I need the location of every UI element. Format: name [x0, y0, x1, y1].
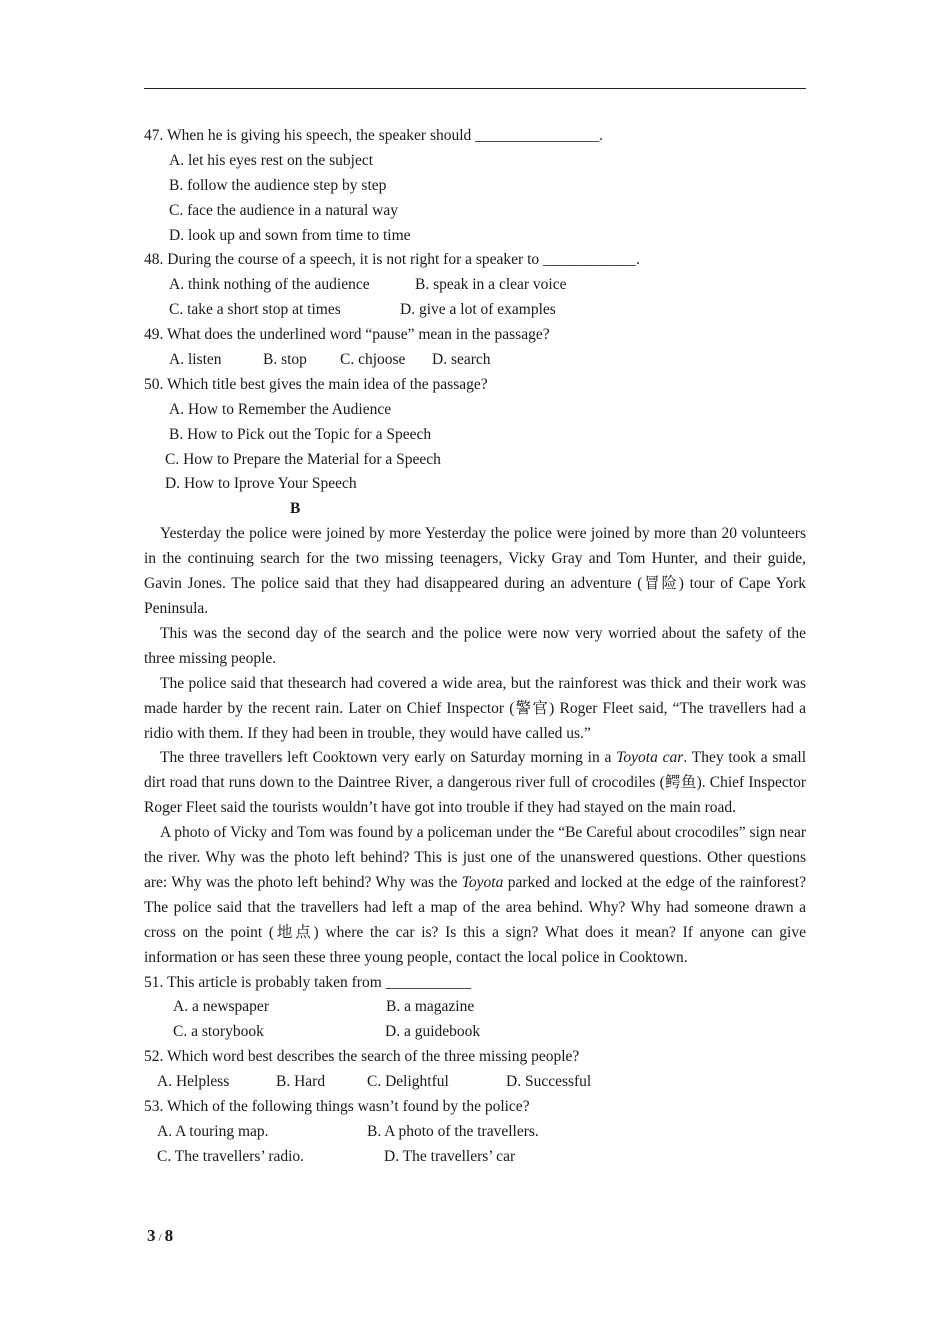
question-47-option-a: A. let his eyes rest on the subject [169, 151, 374, 169]
question-49-option-b: B. stop [263, 351, 307, 369]
question-51-stem: 51. This article is probably taken from ___________ [144, 973, 471, 991]
question-50-option-c: C. How to Prepare the Material for a Speech [165, 450, 441, 468]
question-51-options-cd [144, 1020, 806, 1045]
page-number [147, 1226, 173, 1246]
question-50-option-d: D. How to Iprove Your Speech [165, 475, 357, 493]
passage-paragraph-4: The three travellers left Cooktown very early on Saturday morning in a Toyota car. They took a small dirt road that runs down to the Daintree River, a dangerous river full of crocodiles (鳄鱼). Chief Inspector Roger Fleet said the tourists wouldn’t have got into trouble if they had stayed on the main road. [144, 749, 807, 817]
question-53-option-a: A. A touring map. [157, 1122, 269, 1140]
question-52-option-a: A. Helpless [157, 1073, 230, 1091]
question-53-option-b: B. A photo of the travellers. [367, 1122, 539, 1140]
question-53-option-d: D. The travellers’ car [384, 1147, 516, 1165]
passage-paragraph-1: Yesterday the police were joined by more Yesterday the police were joined by more than 20 volunteers in the continuing search for the two missing teenagers, Vicky Gray and Tom Hunter, and their guide, Gavin Jones. The police said that they had disappeared during an adventure (冒险) tour of Cape York Peninsula. [144, 525, 806, 617]
page-separator: / [158, 1232, 162, 1244]
question-52-stem: 52. Which word best describes the search of the three missing people? [144, 1048, 580, 1066]
question-52-options [144, 1070, 806, 1095]
section-b-heading: B [290, 500, 301, 518]
question-51-options-ab [144, 995, 806, 1020]
header-rule [144, 88, 806, 89]
question-52-option-b: B. Hard [276, 1073, 326, 1091]
question-53-options-cd [144, 1145, 806, 1170]
question-50-stem: 50. Which title best gives the main idea of the passage? [144, 375, 488, 393]
question-49-stem: 49. What does the underlined word “pause” mean in the passage? [144, 326, 550, 344]
passage-paragraph-5: A photo of Vicky and Tom was found by a policeman under the “Be Careful about crocodiles” sign near the river. Why was the photo left behind? This is just one of the unanswered questions. Other questions are: Why was the photo left behind? Why was the Toyota parked and locked at the edge of the rainforest? The police said that the travellers had left a map of the area behind. Why? Why had someone drawn a cross on the point (地点) where the car is? Is this a sign? What does it mean? If anyone can give information or has seen these three young people, contact the local police in Cooktown. [144, 824, 806, 966]
question-53-options-ab [144, 1120, 806, 1145]
question-47-stem: 47. When he is giving his speech, the speaker should ________________. [144, 127, 604, 144]
question-48-options-ab [144, 273, 806, 298]
question-49-options [144, 348, 806, 373]
question-49-option-d: D. search [432, 351, 491, 369]
question-48-options-cd [144, 298, 806, 323]
question-48-option-d: D. give a lot of examples [400, 301, 556, 319]
question-51-option-c: C. a storybook [173, 1023, 264, 1041]
passage-paragraph-3: The police said that thesearch had covered a wide area, but the rainforest was thick and their work was made harder by the recent rain. Later on Chief Inspector (警官) Roger Fleet said, “The travellers had a ridio with them. If they had been in trouble, they would have called us.” [144, 674, 806, 742]
total-pages: 8 [164, 1226, 174, 1245]
question-51-option-b: B. a magazine [386, 998, 475, 1016]
question-48-option-c: C. take a short stop at times [169, 301, 341, 319]
question-53-stem: 53. Which of the following things wasn’t found by the police? [144, 1098, 530, 1116]
question-51-option-a: A. a newspaper [173, 998, 269, 1016]
question-50-option-a: A. How to Remember the Audience [169, 400, 392, 418]
question-48-option-b: B. speak in a clear voice [415, 276, 567, 294]
question-50-option-b: B. How to Pick out the Topic for a Speech [169, 425, 432, 443]
question-49-option-a: A. listen [169, 351, 222, 369]
question-47-option-b: B. follow the audience step by step [169, 176, 387, 194]
passage-paragraph-2: This was the second day of the search and the police were now very worried about the safety of the three missing people. [144, 624, 806, 667]
question-48-stem: 48. During the course of a speech, it is not right for a speaker to ____________. [144, 251, 640, 269]
exam-page [144, 124, 806, 1170]
question-53-option-c: C. The travellers’ radio. [157, 1147, 305, 1165]
current-page: 3 [147, 1226, 156, 1245]
question-51-option-d: D. a guidebook [385, 1023, 481, 1041]
question-52-option-d: D. Successful [506, 1073, 592, 1091]
question-48-option-a: A. think nothing of the audience [169, 276, 370, 294]
question-49-option-c: C. chjoose [340, 351, 406, 369]
question-47-option-c: C. face the audience in a natural way [169, 201, 398, 219]
question-47-option-d: D. look up and sown from time to time [169, 226, 411, 244]
question-52-option-c: C. Delightful [367, 1073, 449, 1091]
